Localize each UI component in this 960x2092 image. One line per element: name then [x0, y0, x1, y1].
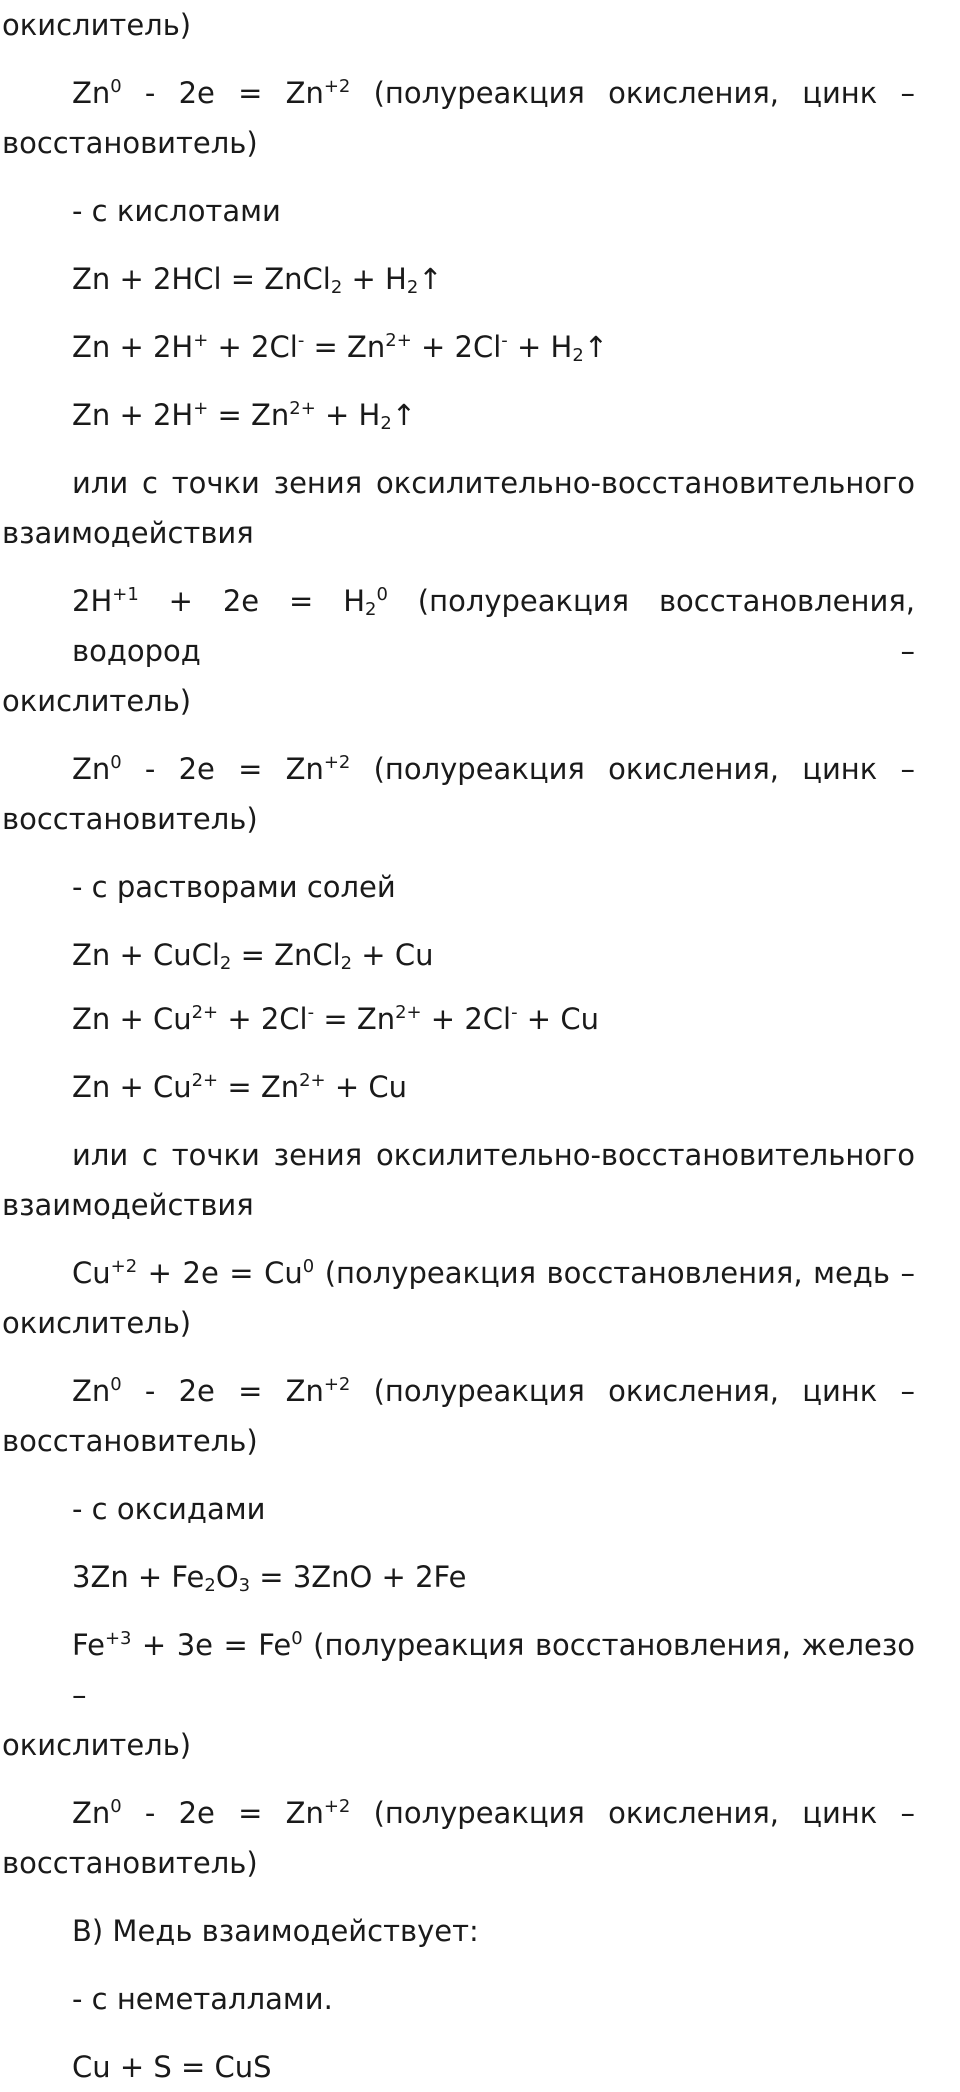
text-line: восстановитель): [2, 1424, 258, 1458]
text-line: взаимодействия: [2, 1188, 254, 1222]
short-ionic-equation: $Zn + Cu^{2+} = Zn^{2+} + Cu$: [72, 1069, 407, 1104]
short-ionic-equation: $Zn + 2H^+ = Zn^{2+}$ + $H_2↑$: [72, 397, 417, 434]
half-reaction-reduction: $Cu^{+2} + 2e = Cu^0$ (полуреакция восстановления, медь –: [72, 1255, 915, 1290]
ionic-equation: $Zn + 2H^+ + 2Cl^- = Zn^{2+} + 2Cl^-$ + $H_2↑$: [72, 329, 609, 366]
section-heading: В) Медь взаимодействует:: [72, 1914, 479, 1948]
text-line: восстановитель): [2, 802, 258, 836]
text-line: окислитель): [2, 684, 192, 718]
section-heading: - с кислотами: [72, 194, 281, 228]
section-heading: - с неметаллами.: [72, 1982, 333, 2016]
half-reaction-reduction: $2H^{+1} + 2e = H_2^0$ (полуреакция восстановления, водород –: [72, 583, 915, 668]
half-reaction-oxidation: $Zn^0 - 2e = Zn^{+2}$ (полуреакция окисления, цинк –: [72, 75, 915, 110]
text-line: окислитель): [2, 1728, 192, 1762]
equation: $3Zn + Fe_2O_3 = 3ZnO + 2Fe$: [72, 1560, 467, 1596]
text-line: окислитель): [2, 1306, 192, 1340]
equation: Zn + CuCl$_2$ = ZnCl$_2$ + Cu: [72, 938, 434, 974]
section-heading: - с растворами солей: [72, 870, 396, 904]
text-line: восстановитель): [2, 126, 258, 160]
text-line: или с точки зения оксилительно-восстановительного: [72, 466, 915, 500]
text-line: окислитель): [2, 8, 192, 42]
equation: Zn + 2HCl = ZnCl$_2$ + $H_2↑$: [72, 262, 443, 298]
text-line: или с точки зения оксилительно-восстановительного: [72, 1138, 915, 1172]
equation: Cu + S = CuS: [72, 2050, 272, 2084]
half-reaction-reduction: $Fe^{+3} + 3e = Fe^0$ (полуреакция восстановления, железо –: [72, 1627, 915, 1712]
half-reaction-oxidation: $Zn^0 - 2e = Zn^{+2}$ (полуреакция окисления, цинк –: [72, 1373, 915, 1408]
half-reaction-oxidation: $Zn^0 - 2e = Zn^{+2}$ (полуреакция окисления, цинк –: [72, 751, 915, 786]
section-heading: - с оксидами: [72, 1492, 266, 1526]
ionic-equation: $Zn + Cu^{2+} + 2Cl^- = Zn^{2+} + 2Cl^- + Cu$: [72, 1001, 599, 1036]
text-line: восстановитель): [2, 1846, 258, 1880]
half-reaction-oxidation: $Zn^0 - 2e = Zn^{+2}$ (полуреакция окисления, цинк –: [72, 1795, 915, 1830]
text-line: взаимодействия: [2, 516, 254, 550]
